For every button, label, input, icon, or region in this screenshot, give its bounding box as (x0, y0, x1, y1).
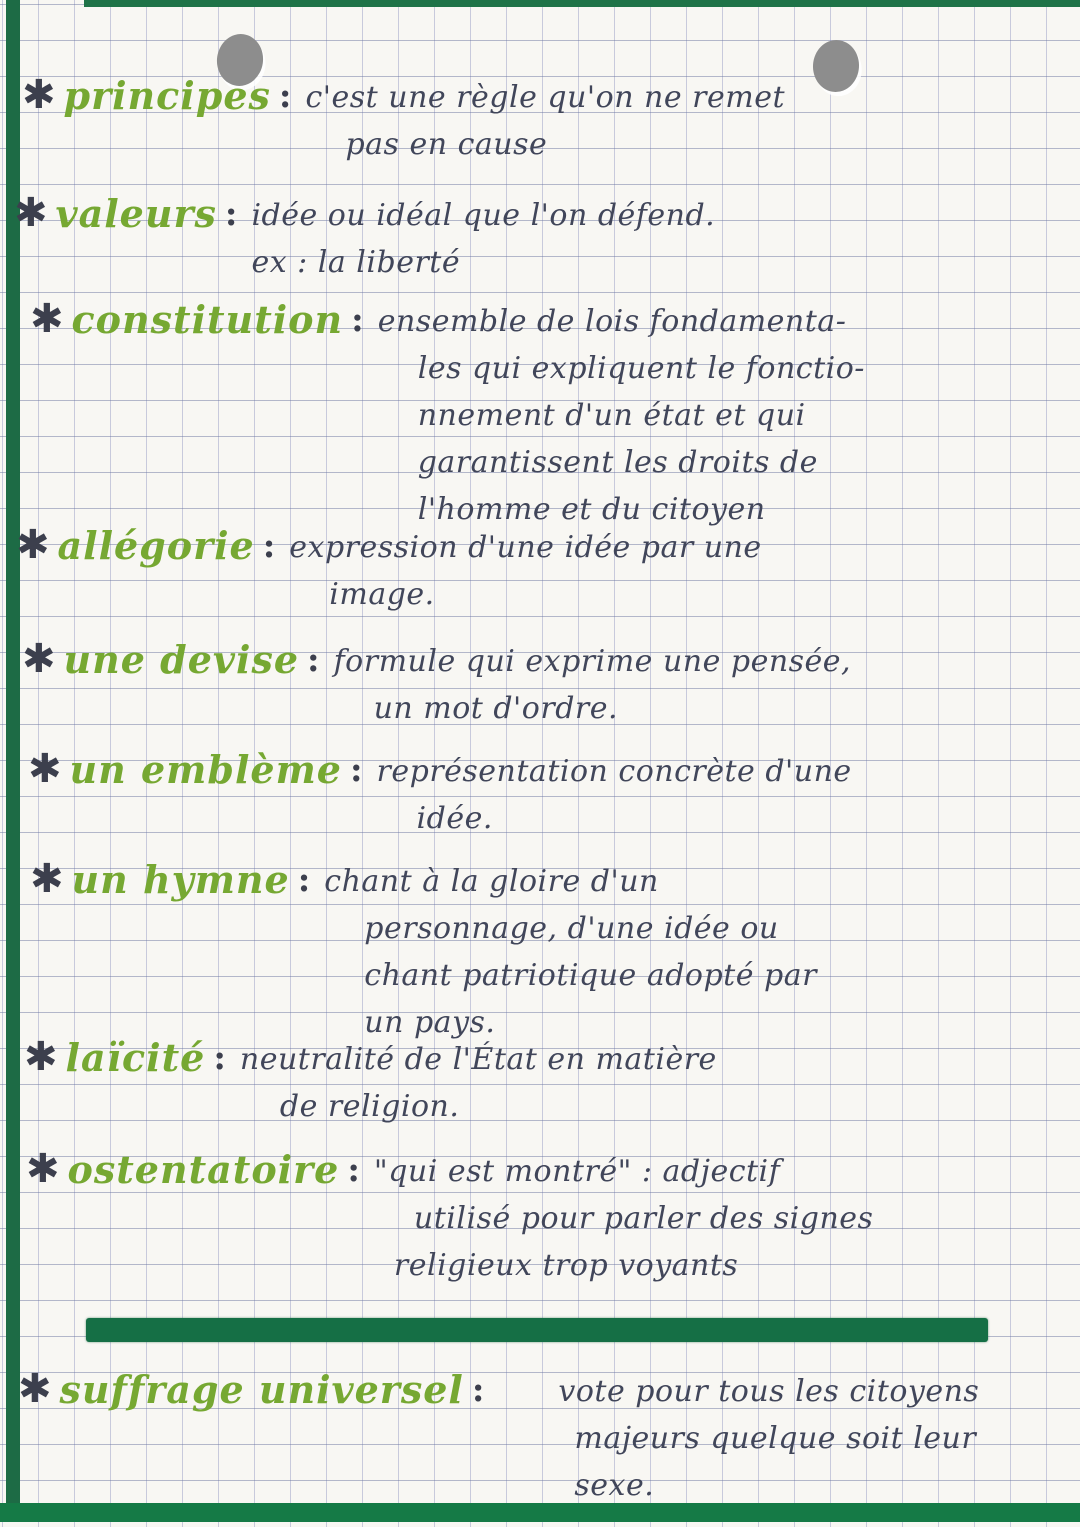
entry-term: principes (63, 73, 271, 118)
vocab-entry-hymne (30, 856, 817, 1046)
definition-line: personnage, d'une idée ou (364, 911, 779, 946)
definition-line: idée ou idéal que l'on défend. (251, 198, 716, 233)
entry-definition (251, 190, 715, 286)
entry-colon: : (213, 1038, 226, 1078)
entry-term: allégorie (57, 523, 255, 568)
vocab-entry-ostentatoire (26, 1146, 873, 1289)
definition-line: majeurs quelque soit leur (574, 1421, 977, 1456)
asterisk-bullet-icon: ✱ (26, 1146, 60, 1192)
definition-line: image. (329, 577, 435, 612)
asterisk-bullet-icon: ✱ (24, 1034, 58, 1080)
definition-line: chant à la gloire d'un (324, 864, 659, 899)
vocab-entry-devise (22, 636, 851, 732)
vocab-entry-valeurs (14, 190, 715, 286)
definition-line: idée. (416, 801, 493, 836)
vocab-entry-allegorie (16, 522, 762, 618)
asterisk-bullet-icon: ✱ (18, 1366, 52, 1412)
top-edge-line (84, 0, 1080, 7)
definition-line: les qui expliquent le fonctio- (417, 351, 865, 386)
entry-term: constitution (71, 297, 344, 342)
entry-definition (374, 1146, 874, 1289)
entry-colon: : (224, 194, 238, 234)
entry-definition (334, 636, 852, 732)
definition-line: un pays. (364, 1005, 496, 1040)
definition-line: vote pour tous les citoyens (558, 1374, 980, 1409)
definition-line: pas en cause (345, 127, 548, 162)
definition-line: "qui est montré" : adjectif (373, 1154, 781, 1189)
section-separator-line (86, 1318, 988, 1342)
punch-hole-icon (811, 38, 861, 93)
definition-line: ensemble de lois fondamenta- (377, 304, 847, 339)
vocab-entry-suffrage-universel (18, 1366, 979, 1509)
entry-term: ostentatoire (67, 1147, 340, 1192)
definition-line: représentation concrète d'une (376, 754, 852, 789)
entry-colon: : (307, 640, 320, 680)
asterisk-bullet-icon: ✱ (30, 856, 64, 902)
entry-colon: : (347, 1150, 360, 1190)
asterisk-bullet-icon: ✱ (22, 72, 56, 118)
asterisk-bullet-icon: ✱ (16, 522, 50, 568)
vocab-entry-principes (22, 72, 785, 168)
entry-term: un hymne (71, 857, 290, 902)
definition-line: neutralité de l'État en matière (239, 1042, 717, 1077)
entry-definition (377, 746, 852, 842)
asterisk-bullet-icon: ✱ (14, 190, 48, 236)
entry-colon: : (297, 860, 311, 900)
entry-colon: : (349, 750, 363, 790)
entry-definition (305, 72, 785, 168)
entry-definition (289, 522, 761, 618)
definition-line: sexe. (574, 1468, 655, 1503)
asterisk-bullet-icon: ✱ (28, 746, 62, 792)
entry-colon: : (262, 526, 276, 566)
entry-term: une devise (63, 637, 300, 682)
vocab-entry-laicite (24, 1034, 717, 1130)
entry-term: valeurs (55, 191, 217, 236)
entry-colon: : (351, 300, 364, 340)
entry-definition (324, 856, 817, 1046)
entry-term: un emblème (69, 747, 342, 792)
definition-line: l'homme et du citoyen (417, 492, 766, 527)
definition-line: garantissent les droits de (417, 445, 818, 480)
entry-definition (558, 1366, 979, 1509)
asterisk-bullet-icon: ✱ (22, 636, 56, 682)
definition-line: c'est une règle qu'on ne remet (305, 80, 786, 115)
asterisk-bullet-icon: ✱ (30, 296, 64, 342)
definition-line: un mot d'ordre. (373, 691, 619, 726)
entry-term: laïcité (65, 1035, 206, 1080)
definition-line: utilisé pour parler des signes (413, 1201, 874, 1236)
entry-term: suffrage universel (59, 1367, 464, 1412)
definition-line: chant patriotique adopté par (364, 958, 817, 993)
definition-line: ex : la liberté (251, 245, 461, 280)
definition-line: formule qui exprime une pensée, (333, 644, 852, 679)
definition-line: nnement d'un état et qui (417, 398, 806, 433)
definition-line: religieux trop voyants (393, 1248, 739, 1283)
vocab-entry-embleme (28, 746, 852, 842)
entry-colon: : (471, 1370, 485, 1410)
entry-definition (378, 296, 865, 533)
entry-definition (240, 1034, 717, 1130)
definition-line: de religion. (279, 1089, 460, 1124)
entry-colon: : (278, 76, 292, 116)
vocab-entry-constitution (30, 296, 865, 533)
definition-line: expression d'une idée par une (289, 530, 762, 565)
